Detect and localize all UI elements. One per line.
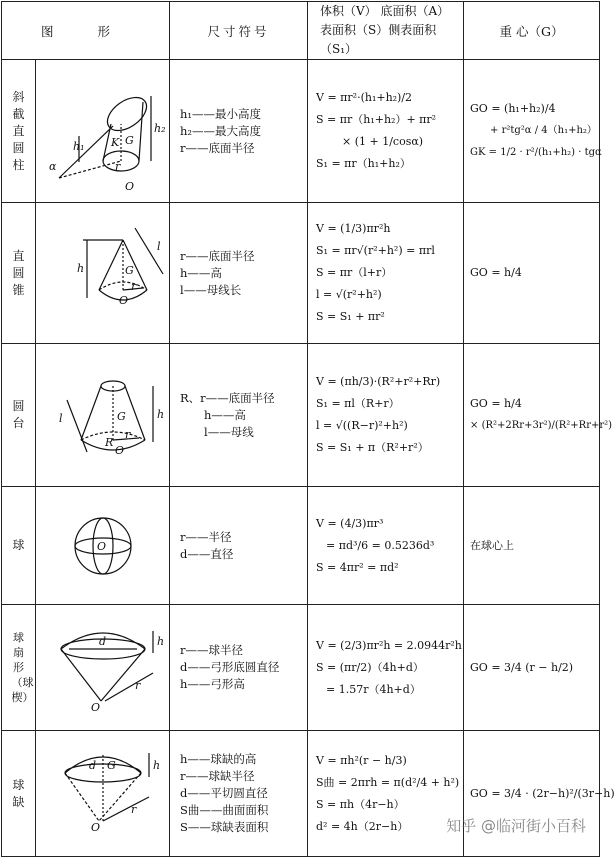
svg-text:l: l <box>156 240 161 253</box>
formula: S = (πr/2)（4h+d） <box>316 660 424 674</box>
table-row <box>2 487 600 605</box>
frustum-figure <box>36 344 170 487</box>
formula: S₁ = πr（h₁+h₂） <box>316 157 411 170</box>
svg-text:h₁: h₁ <box>72 140 84 153</box>
formula: V = πr²·(h₁+h₂)/2 <box>316 91 413 104</box>
dim-item: h——高 <box>180 265 222 280</box>
dim-item: h——弓形高 <box>180 677 245 691</box>
svg-text:O: O <box>90 700 100 714</box>
dim-item: R、r——底面半径 <box>180 390 275 405</box>
centroid-cell <box>464 203 600 344</box>
formula-list <box>308 203 464 344</box>
table-row <box>2 203 600 344</box>
dim-item: h₁——最小高度 <box>180 106 262 121</box>
shape-name: 球 <box>2 487 36 605</box>
formula-list <box>308 605 464 731</box>
formula: d² = 4h（2r−h） <box>316 819 409 833</box>
svg-text:G: G <box>124 134 134 147</box>
svg-text:G: G <box>106 758 116 772</box>
dims-list <box>170 203 308 344</box>
dims-list <box>170 487 308 605</box>
dim-item: l——母线 <box>204 424 254 439</box>
dim-item: r——底面半径 <box>180 140 255 155</box>
formula: V = (πh/3)·(R²+r²+Rr) <box>316 375 441 388</box>
dim-item: S曲——曲面面积 <box>180 803 269 817</box>
dim-item: S——球缺表面积 <box>180 820 269 834</box>
shape-name: 球缺 <box>2 731 36 857</box>
svg-text:O: O <box>114 444 124 457</box>
svg-text:r: r <box>130 802 136 816</box>
cone-figure <box>36 203 170 344</box>
formula: S = 4πr² = πd² <box>316 560 399 574</box>
centroid-formula: + r²tg²α / 4（h₁+h₂） <box>490 125 597 136</box>
formula: = πd³/6 = 0.5236d³ <box>326 538 435 552</box>
centroid-cell <box>464 344 613 487</box>
watermark: 知乎 @临河街小百科 <box>446 817 586 835</box>
dim-item: r——底面半径 <box>180 248 255 263</box>
header-centroid: 重 心（G） <box>464 2 600 60</box>
oblique-cylinder-figure <box>36 60 170 203</box>
dim-item: l——母线长 <box>180 282 242 297</box>
spherical-sector-figure <box>36 605 170 731</box>
dim-item: h——高 <box>204 407 246 422</box>
dim-item: d——弓形底圆直径 <box>180 660 280 674</box>
svg-text:d: d <box>98 634 106 648</box>
header-volume <box>308 2 464 60</box>
centroid-formula: × (R²+2Rr+3r²)/(R²+Rr+r²) <box>470 420 613 431</box>
formula-list <box>308 60 464 203</box>
svg-text:O: O <box>124 180 134 193</box>
centroid-formula: GO = h/4 <box>470 266 522 279</box>
svg-text:α: α <box>48 160 56 173</box>
dims-list <box>170 731 308 857</box>
centroid-cell <box>464 487 600 605</box>
table-row <box>2 605 600 731</box>
sphere-figure <box>36 487 170 605</box>
svg-text:G: G <box>124 264 134 277</box>
shape-name: 直圆锥 <box>2 203 36 344</box>
svg-text:d: d <box>88 758 96 772</box>
svg-text:h: h <box>152 758 160 772</box>
header-row <box>2 2 600 60</box>
formula: l = √(r²+h²) <box>316 288 382 301</box>
svg-text:K: K <box>110 136 119 149</box>
centroid-cell <box>464 605 600 731</box>
dims-list <box>170 605 308 731</box>
formula: = 1.57r（4h+d） <box>326 682 421 696</box>
formula: S₁ = πl（R+r） <box>316 397 400 410</box>
dim-item: r——球缺半径 <box>180 769 255 783</box>
svg-text:R: R <box>104 436 113 449</box>
centroid-cell <box>464 731 615 857</box>
formula: S₁ = πr√(r²+h²) = πrl <box>316 244 435 257</box>
centroid-formula: GO = 3/4 (r − h/2) <box>470 660 574 674</box>
dim-item: d——直径 <box>180 546 234 561</box>
table-row <box>2 60 600 203</box>
table-row <box>2 344 600 487</box>
table-row <box>2 731 600 857</box>
svg-text:r: r <box>134 678 140 692</box>
dim-item: r——半径 <box>180 529 232 544</box>
formula: S = πr（l+r） <box>316 266 393 279</box>
dims-list <box>170 60 308 203</box>
svg-text:l: l <box>58 412 63 425</box>
shape-name: 斜截直圆柱 <box>2 60 36 203</box>
svg-text:G: G <box>116 410 126 423</box>
formula-table <box>1 1 615 857</box>
formula: l = √((R−r)²+h²) <box>316 419 408 432</box>
formula-list <box>308 731 464 857</box>
formula: × (1 + 1/cosα) <box>342 135 424 148</box>
svg-text:O: O <box>118 294 128 307</box>
svg-text:h: h <box>76 262 84 275</box>
formula: S曲 = 2πrh = π(d²/4 + h²) <box>316 775 460 789</box>
dim-item: h——球缺的高 <box>180 752 257 766</box>
header-volume-line2: 表面积（S）侧表面积（S₁） <box>320 23 437 56</box>
formula: S = S₁ + π（R²+r²） <box>316 441 429 454</box>
svg-text:O: O <box>90 820 100 834</box>
formula: V = (4/3)πr³ <box>316 516 384 530</box>
header-volume-line1: 体积（V） 底面积（A） <box>320 4 450 18</box>
svg-text:r: r <box>124 428 130 441</box>
header-shape: 图 形 <box>2 2 170 60</box>
formula: S = πh（4r−h） <box>316 797 405 811</box>
svg-text:h: h <box>156 408 164 421</box>
shape-name: 圆台 <box>2 344 36 487</box>
formula: V = (2/3)πr²h = 2.0944r²h <box>316 638 462 652</box>
centroid-text: 在球心上 <box>470 538 515 552</box>
svg-text:r: r <box>130 280 136 293</box>
formula-list <box>308 344 464 487</box>
formula: V = πh²(r − h/3) <box>316 753 407 767</box>
dim-item: h₂——最大高度 <box>180 123 262 138</box>
dims-list <box>170 344 308 487</box>
formula-list <box>308 487 464 605</box>
formula: V = (1/3)πr²h <box>316 222 391 235</box>
svg-text:r: r <box>114 160 120 173</box>
formula: S = S₁ + πr² <box>316 310 385 323</box>
svg-text:h₂: h₂ <box>153 122 165 135</box>
spherical-cap-figure <box>36 731 170 857</box>
centroid-formula: GO = h/4 <box>470 397 522 410</box>
centroid-formula: GK = 1/2 · r²/(h₁+h₂) · tgα <box>470 147 602 158</box>
formula: S = πr（h₁+h₂）+ πr² <box>316 113 437 126</box>
centroid-cell <box>464 60 600 203</box>
centroid-formula: GO = 3/4 · (2r−h)²/(3r−h) <box>470 786 615 800</box>
dim-item: d——平切圆直径 <box>180 786 268 800</box>
header-dims: 尺寸符号 <box>170 2 308 60</box>
svg-text:h: h <box>156 634 164 648</box>
dim-item: r——球半径 <box>180 643 244 657</box>
svg-text:O: O <box>96 539 106 553</box>
shape-name: 球扇形（球楔） <box>2 605 36 731</box>
centroid-formula: GO = (h₁+h₂)/4 <box>470 102 556 115</box>
